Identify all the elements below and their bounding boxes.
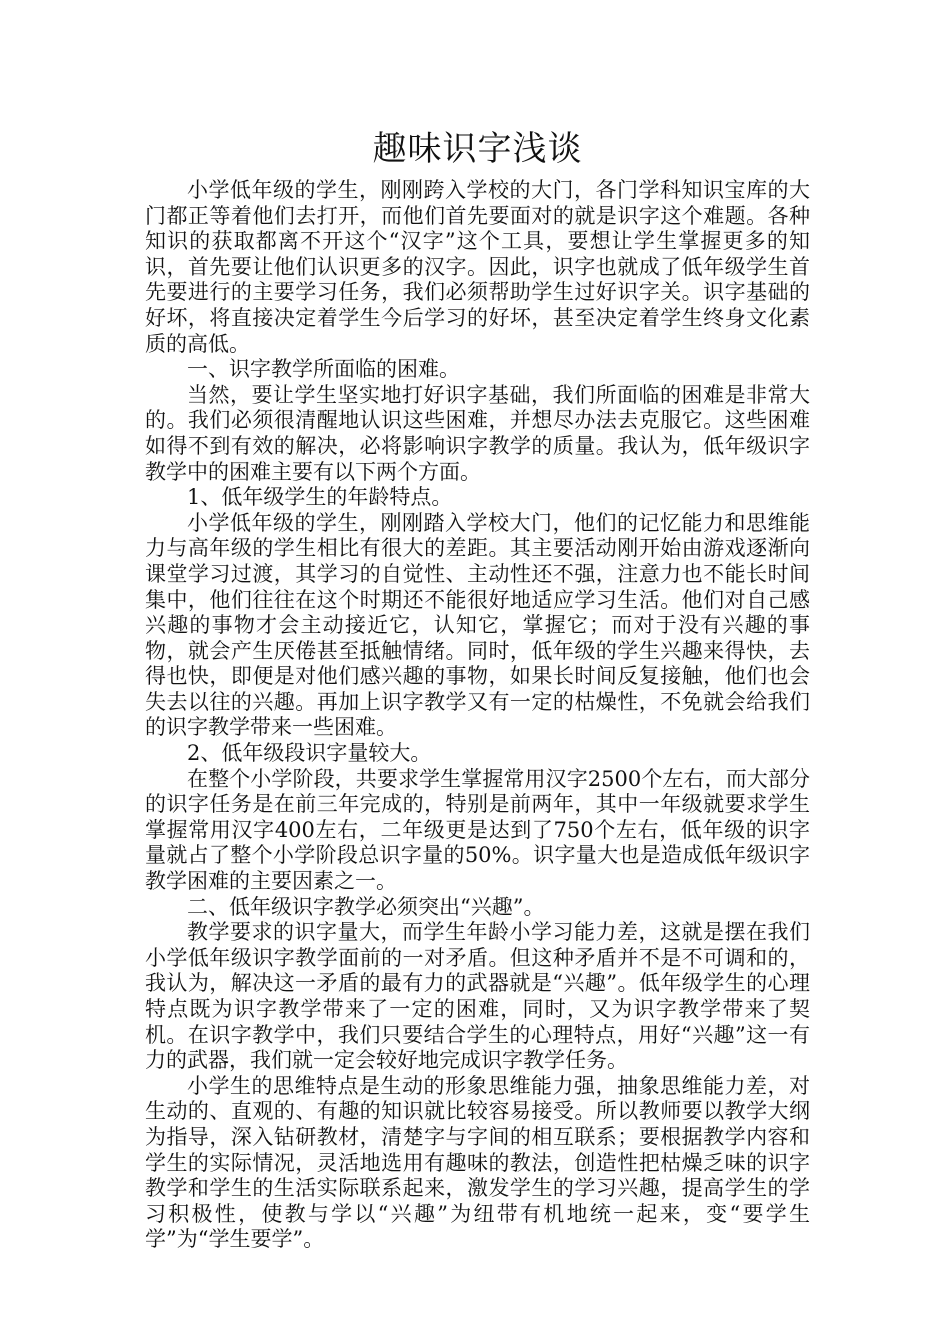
paragraph-section-2-a: 教学要求的识字量大，而学生年龄小学习能力差，这就是摆在我们小学低年级识字教学面前的一对矛盾。但这种矛盾并不是不可调和的，我认为，解决这一矛盾的最有力的武器就是“兴趣”。低年级学生的心理特点既为识字教学带来了一定的困难，同时，又为识字教学带来了契机。在识字教学中，我们只要结合学生的心理特点，用好“兴趣”这一有力的武器，我们就一定会较好地完成识字教学任务。 (145, 920, 810, 1073)
paragraph-intro: 小学低年级的学生，刚刚跨入学校的大门，各门学科知识宝库的大门都正等着他们去打开，而他们首先要面对的就是识字这个难题。各种知识的获取都离不开这个“汉字”这个工具，要想让学生掌握更多的知识，首先要让他们认识更多的汉字。因此，识字也就成了低年级学生首先要进行的主要学习任务，我们必须帮助学生过好识字关。识字基础的好坏，将直接决定着学生今后学习的好坏，甚至决定着学生终身文化素质的高低。 (145, 178, 810, 356)
heading-section-1: 一、识字教学所面临的困难。 (187, 357, 460, 382)
paragraph-subsection-1: 小学低年级的学生，刚刚踏入学校大门，他们的记忆能力和思维能力与高年级的学生相比有很大的差距。其主要活动刚开始由游戏逐渐向课堂学习过渡，其学习的自觉性、主动性还不强，注意力也不能长时间集中，他们往往在这个时期还不能很好地适应学习生活。他们对自己感兴趣的事物才会主动接近它，认知它，掌握它；而对于没有兴趣的事物，就会产生厌倦甚至抵触情绪。同时，低年级的学生兴趣来得快，去得也快，即便是对他们感兴趣的事物，如果长时间反复接触，他们也会失去以往的兴趣。再加上识字教学又有一定的枯燥性，不免就会给我们的识字教学带来一些困难。 (145, 510, 810, 740)
document-page (145, 126, 810, 1253)
heading-subsection-2: 2、低年级段识字量较大。 (187, 741, 432, 766)
heading-subsection-1: 1、低年级学生的年龄特点。 (187, 485, 453, 510)
heading-section-2: 二、低年级识字教学必须突出“兴趣”。 (187, 894, 545, 919)
paragraph-subsection-2: 在整个小学阶段，共要求学生掌握常用汉字2500个左右，而大部分的识字任务是在前三年完成的，特别是前两年，其中一年级就要求学生掌握常用汉字400左右，二年级更是达到了750个左右，低年级的识字量就占了整个小学阶段总识字量的50%。识字量大也是造成低年级识字教学困难的主要因素之一。 (145, 766, 810, 894)
document-title: 趣味识字浅谈 (372, 129, 583, 169)
paragraph-section-2-b: 小学生的思维特点是生动的形象思维能力强，抽象思维能力差，对生动的、直观的、有趣的知识就比较容易接受。所以教师要以教学大纲为指导，深入钻研教材，清楚字与字间的相互联系；要根据教学内容和学生的实际情况，灵活地选用有趣味的教法，创造性把枯燥乏味的识字教学和学生的生活实际联系起来，激发学生的学习兴趣，提高学生的学习积极性，使教与学以“兴趣”为纽带有机地统一起来，变“要学生学”为“学生要学”。 (145, 1073, 810, 1252)
paragraph-section-1: 当然，要让学生坚实地打好识字基础，我们所面临的困难是非常大的。我们必须很清醒地认识这些困难，并想尽办法去克服它。这些困难如得不到有效的解决，必将影响识字教学的质量。我认为，低年级识字教学中的困难主要有以下两个方面。 (145, 382, 810, 484)
